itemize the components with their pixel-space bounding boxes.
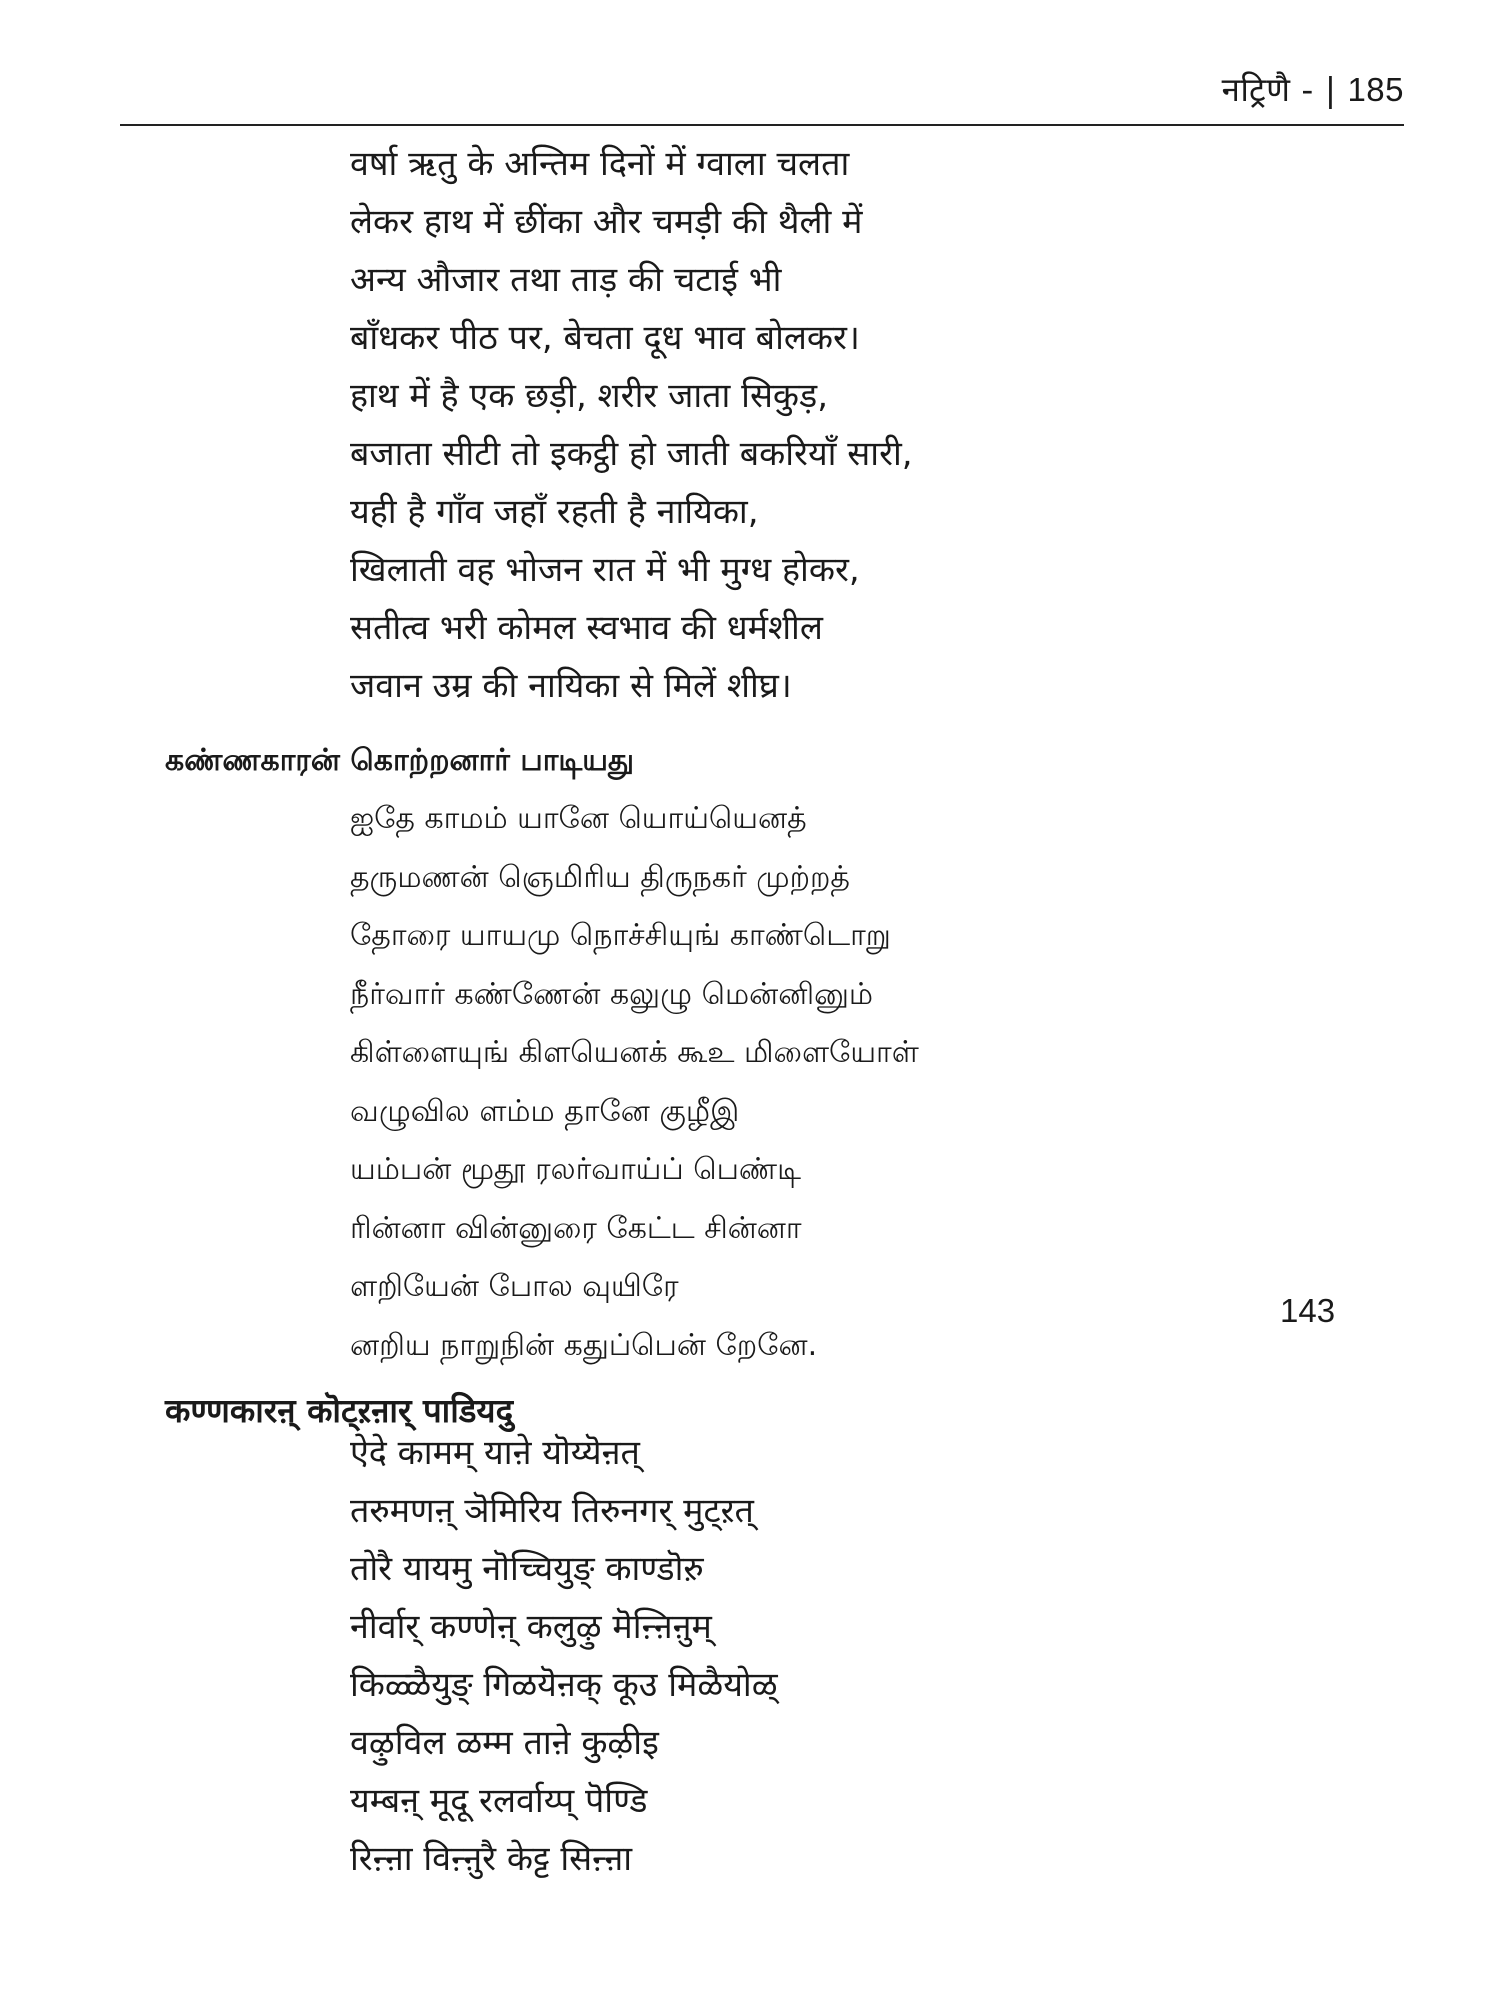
verse-line: கிள்ளையுங் கிளயெனக் கூஉ மிளையோள் [350,1035,919,1070]
verse-line: ளறியேன் போல வுயிரே [350,1269,679,1304]
verse-line: वऴुविल ळम्म ताऩे कुऴीइ [350,1723,659,1763]
verse-line: யம்பன் மூதூ ரலர்வாய்ப் பெண்டி [350,1152,801,1187]
verse-line: वर्षा ऋतु के अन्तिम दिनों में ग्वाला चलता [350,144,850,184]
verse-line: बाँधकर पीठ पर, बेचता दूध भाव बोलकर। [350,318,860,358]
verse-line: நீர்வார் கண்ணேன் கலுழு மென்னினும் [350,976,874,1012]
verse-line: हाथ में है एक छड़ी, शरीर जाता सिकुड़, [350,376,829,416]
verse-line: लेकर हाथ में छींका और चमड़ी की थैली में [350,202,863,242]
verse-line: रिऩ्ऩा विऩ्ऩुरै केट्ट सिऩ्ऩा [350,1839,633,1879]
verse-line: बजाता सीटी तो इकट्ठी हो जाती बकरियाँ सारी, [350,434,913,474]
running-header [1222,66,1404,111]
page-header [120,58,1404,126]
running-title: नट्रिणै - | [1221,70,1348,109]
verse-line: ஐதே காமம் யானே யொய்யெனத் [350,801,807,836]
verse-line: यही है गाँव जहाँ रहती है नायिका, [350,492,759,532]
transliteration-heading: कण्णकारऩ् कॊट्ऱऩार् पाडियदु [165,1391,514,1431]
verse-line: னறிய நாறுநின் கதுப்பென் றேனே. [350,1327,818,1363]
verse-line: अन्य औजार तथा ताड़ की चटाई भी [350,260,782,300]
hindi-translation-stanza [350,135,913,715]
page-number: 185 [1347,71,1404,108]
verse-line: तरुमणऩ् ञॆमिरिय तिरुनगर् मुट्ऱत् [350,1491,754,1531]
verse-line: ரின்னா வின்னுரை கேட்ட சின்னா [350,1210,802,1246]
verse-line: यम्बऩ् मूदू रलर्वाय्प् पॆण्डि [350,1781,648,1821]
verse-line: किळ्ळैयुङ् गिळयॆऩक् कूउ मिळैयोळ् [350,1665,778,1705]
verse-line: வழுவில ளம்ம தானே குழீஇ [350,1093,740,1129]
verse-line: ऐदे कामम् याऩे यॊय्यॆऩत् [350,1433,640,1473]
verse-line: जवान उम्र की नायिका से मिलें शीघ्र। [350,666,792,706]
verse-line: तोरै यायमु नॊच्चियुङ् काण्डॊऱु [350,1549,703,1589]
tamil-poem-stanza [350,790,919,1375]
verse-line: सतीत्व भरी कोमल स्वभाव की धर्मशील [350,608,823,648]
verse-line: खिलाती वह भोजन रात में भी मुग्ध होकर, [350,550,860,590]
transliteration-stanza [350,1424,778,1888]
verse-line: தருமணன் ஞெமிரிய திருநகர் முற்றத் [350,859,850,895]
verse-number: 143 [1280,1292,1336,1329]
verse-line: தோரை யாயமு நொச்சியுங் காண்டொறு [350,918,891,953]
verse-line: नीर्वार् कण्णेऩ् कलुऴु मॆऩ्ऩिऩुम् [350,1607,712,1647]
tamil-poem-heading: கண்ணகாரன் கொற்றனார் பாடியது [165,742,634,778]
